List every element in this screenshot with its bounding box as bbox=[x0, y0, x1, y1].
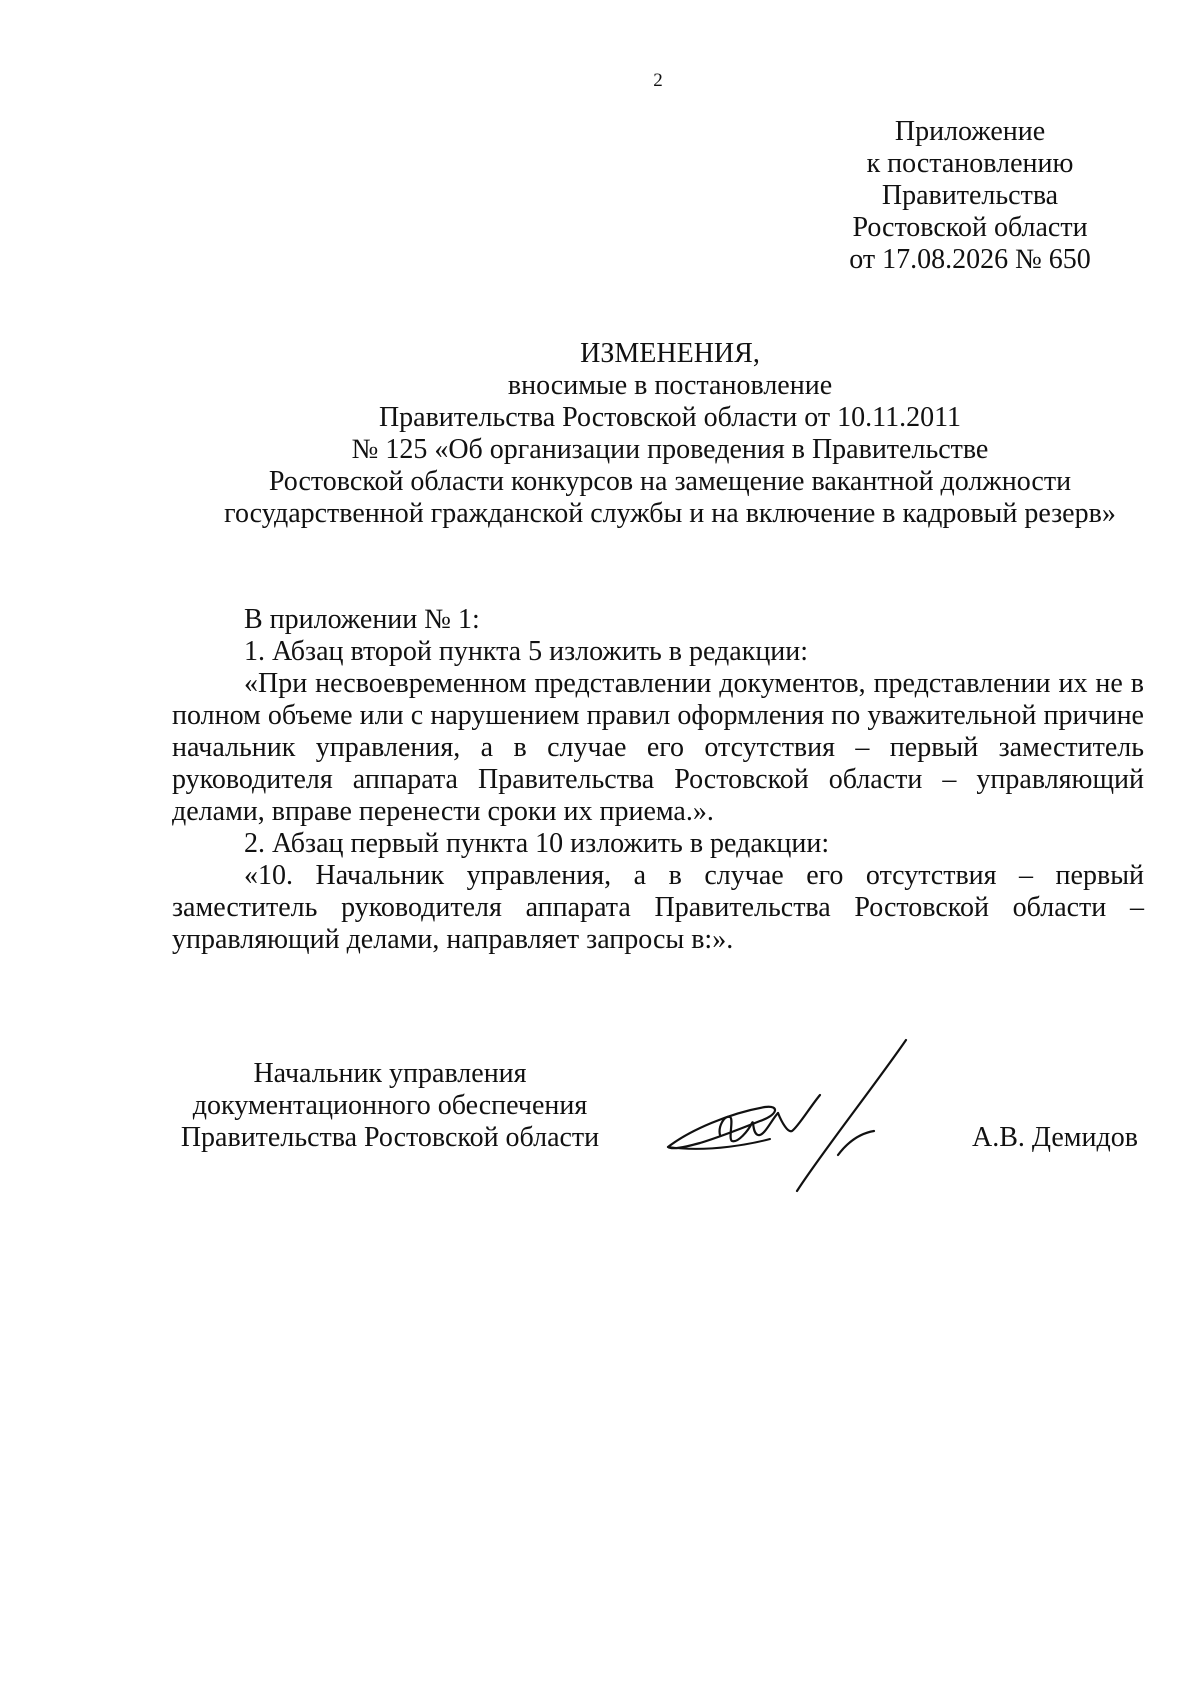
appendix-line: Правительства bbox=[881, 180, 1059, 211]
document-body bbox=[172, 604, 1144, 956]
title-heading: ИЗМЕНЕНИЯ, bbox=[580, 338, 760, 369]
title-line: государственной гражданской службы и на включение в кадровый резерв» bbox=[224, 498, 1116, 529]
signer-position-line: документационного обеспечения bbox=[192, 1090, 588, 1121]
body-paragraph: 1. Абзац второй пункта 5 изложить в редакции: bbox=[244, 636, 809, 667]
signer-position-line: Правительства Ростовской области bbox=[180, 1122, 600, 1153]
body-paragraph: В приложении № 1: bbox=[244, 604, 480, 635]
title-line: Ростовской области конкурсов на замещение вакантной должности bbox=[268, 466, 1072, 497]
page-number: 2 bbox=[653, 70, 663, 91]
signer-position-line: Начальник управления bbox=[253, 1058, 527, 1089]
title-line: Правительства Ростовской области от 10.11.2011 bbox=[378, 402, 962, 433]
appendix-line: Ростовской области bbox=[852, 212, 1088, 243]
appendix-line: Приложение bbox=[894, 116, 1046, 147]
signer-name: А.В. Демидов bbox=[972, 1122, 1138, 1153]
appendix-header bbox=[820, 116, 1120, 276]
appendix-date-number: от 17.08.2026 № 650 bbox=[849, 244, 1091, 275]
title-line: вносимые в постановление bbox=[507, 370, 833, 401]
title-line: № 125 «Об организации проведения в Правительстве bbox=[351, 434, 989, 465]
body-paragraph: «10. Начальник управления, а в случае его отсутствия – первый заместитель руководителя аппарата Правительства Ростовской области – управляющий делами, направляет запросы в:». bbox=[172, 860, 1144, 955]
handwritten-signature bbox=[660, 1035, 950, 1195]
signer-position bbox=[160, 1058, 620, 1154]
document-title bbox=[170, 338, 1170, 530]
body-paragraph: 2. Абзац первый пункта 10 изложить в редакции: bbox=[244, 828, 830, 859]
body-paragraph: «При несвоевременном представлении документов, представлении их не в полном объеме или с нарушением правил оформления по уважительной причине начальник управления, а в случае его отсутствия – первый заместитель руководителя аппарата Правительства Ростовской области – управляющий делами, вправе перенести сроки их приема.». bbox=[172, 668, 1144, 827]
appendix-line: к постановлению bbox=[866, 148, 1074, 179]
